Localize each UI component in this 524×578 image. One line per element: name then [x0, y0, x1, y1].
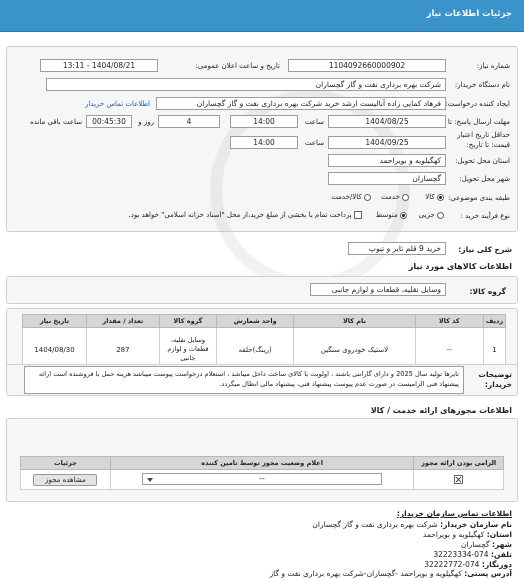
radio-service[interactable]: [402, 194, 409, 201]
remaining-label: ساعت باقی مانده: [30, 118, 82, 126]
validity-time-word: ساعت: [304, 139, 324, 147]
need-summary-field: خرید 9 قلم تایر و تیوپ: [348, 242, 446, 255]
category-option-goods[interactable]: کالا: [425, 193, 444, 201]
treasury-checkbox[interactable]: [354, 211, 362, 219]
permit-details-cell: [21, 470, 111, 490]
announce-label: تاریخ و ساعت اعلان عمومی:: [195, 62, 280, 70]
creator-label: ایجاد کننده درخواست:: [445, 100, 510, 108]
validity-time-field: 14:00: [230, 136, 298, 149]
category-label: طبقه بندی موضوعی:: [448, 194, 510, 202]
goods-group-label: گروه کالا:: [469, 287, 506, 296]
days-field: 4: [158, 115, 220, 128]
radio-goods[interactable]: [437, 194, 444, 201]
need-number-label: شماره نیاز:: [476, 62, 510, 70]
province-field: کهگیلویه و بویراحمد: [328, 154, 446, 167]
purchase-option-medium[interactable]: متوسط: [376, 211, 407, 219]
buyer-notes-text: تایرها تولید سال 2025 و دارای گارانتی باشند ، اولویت با کالای ساخت داخل میباشد ، استعلام درخواست پیوست میباشد هزینه حمل با فروشنده است ارائه پیشنهاد فنی الزامیست در صورت عدم پیوست پیشنهاد فنی، پیشنهاد مالی ابطال میگردد.: [24, 366, 464, 394]
radio-goods-service[interactable]: [364, 194, 371, 201]
contact-fax: دورنگار: 074-32222772: [424, 560, 512, 569]
category-option-both[interactable]: کالا/خدمت: [331, 193, 371, 201]
contact-province: استان: کهگیلویه و بویراحمد: [422, 530, 512, 539]
page-title: جزئیات اطلاعات نیاز: [426, 9, 512, 19]
contact-phone: تلفن: 074-32223334: [433, 550, 512, 559]
col-header-qty: تعداد / مقدار: [87, 315, 160, 328]
goods-group-field: وسایل نقلیه، قطعات و لوازم جانبی: [310, 283, 446, 296]
validity-label: حداقل تاریخ اعتبار: [457, 131, 510, 139]
radio-medium[interactable]: [400, 212, 407, 219]
deadline-time-field: 14:00: [230, 115, 298, 128]
permit-required-checkbox: [454, 475, 463, 484]
buyer-field: شرکت بهره برداری نفت و گاز گچساران: [46, 78, 446, 91]
buyer-label: نام دستگاه خریدار:: [454, 81, 510, 89]
permit-required-cell: [414, 470, 504, 490]
cell-date: 1404/08/30: [23, 328, 87, 372]
cell-unit: (رینگ)حلقه: [217, 328, 294, 372]
need-number-field: 1104092660000902: [288, 59, 446, 72]
col-header-row: ردیف: [483, 315, 505, 328]
cell-row: 1: [483, 328, 505, 372]
cell-qty: 287: [87, 328, 160, 372]
city-field: گچساران: [328, 172, 446, 185]
days-word: روز و: [138, 118, 154, 126]
purchase-option-minor[interactable]: جزیی: [419, 211, 444, 219]
permit-col-details: جزئیات: [21, 457, 111, 470]
purchase-type-label: نوع فرآیند خرید :: [460, 212, 510, 220]
cell-code: --: [415, 328, 483, 372]
col-header-code: کد کالا: [415, 315, 483, 328]
col-header-unit: واحد شمارش: [217, 315, 294, 328]
permit-status-select[interactable]: --: [142, 473, 382, 485]
buyer-contact-link[interactable]: اطلاعات تماس خریدار: [85, 100, 150, 108]
permit-col-status: اعلام وضعیت مجوز توسط تامین کننده: [110, 457, 414, 470]
need-summary-label: شرح کلی نیاز:: [458, 245, 512, 254]
deadline-date-field: 1404/08/25: [328, 115, 446, 128]
validity-label-2: قیمت: تا تاریخ:: [466, 141, 510, 149]
goods-section-title: اطلاعات کالاهای مورد نیاز: [408, 262, 512, 271]
creator-field: فرهاد کمایی زاده آنالیست ارشد خرید شرکت بهره برداری نفت و گاز گچساران: [156, 97, 446, 110]
chevron-down-icon: [147, 478, 153, 482]
remaining-time-field: 00:45:30: [86, 115, 132, 128]
deadline-label: مهلت ارسال پاسخ: تا: [447, 118, 510, 126]
radio-minor[interactable]: [437, 212, 444, 219]
contact-city: شهر: گچساران: [461, 540, 512, 549]
permit-status-cell: [110, 470, 414, 490]
category-option-service[interactable]: خدمت: [381, 193, 409, 201]
city-label: شهر محل تحویل:: [459, 175, 510, 183]
permits-section-title: اطلاعات مجوزهای ارائه خدمت / کالا: [370, 406, 512, 415]
col-header-name: نام کالا: [294, 315, 415, 328]
contact-org: نام سازمان خریدار: شرکت بهره برداری نفت و گاز گچساران: [312, 520, 512, 529]
validity-date-field: 1404/09/25: [328, 136, 446, 149]
buyer-notes-label: توضیحات خریدار:: [478, 370, 512, 389]
announce-field: 1404/08/21 - 13:11: [40, 59, 158, 72]
province-label: استان محل تحویل:: [455, 157, 510, 165]
permit-col-required: الزامی بودن ارائه مجوز: [414, 457, 504, 470]
cell-name: لاستیک خودروی سنگین: [294, 328, 415, 372]
treasury-payment-option[interactable]: پرداخت تمام یا بخشی از مبلغ خرید،از محل "اسناد خزانه اسلامی" خواهد بود.: [129, 211, 362, 219]
view-permit-button[interactable]: مشاهده مجوز: [33, 474, 97, 486]
permit-row: [21, 470, 504, 490]
page-header: [0, 0, 524, 32]
col-header-group: گروه کالا: [159, 315, 216, 328]
col-header-date: تاریخ نیاز: [23, 315, 87, 328]
cross-icon: [455, 476, 462, 483]
cell-group: وسایل نقلیه، قطعات و لوازم جانبی: [159, 328, 216, 372]
contact-address: آدرس پستی: کهگیلویه و بویراحمد -گچساران-شرکت بهره برداری نفت و گاز: [269, 569, 512, 578]
deadline-time-word: ساعت: [304, 118, 324, 126]
contact-title: اطلاعات تماس سازمان خریدار:: [396, 509, 512, 518]
permits-table: [20, 456, 504, 490]
